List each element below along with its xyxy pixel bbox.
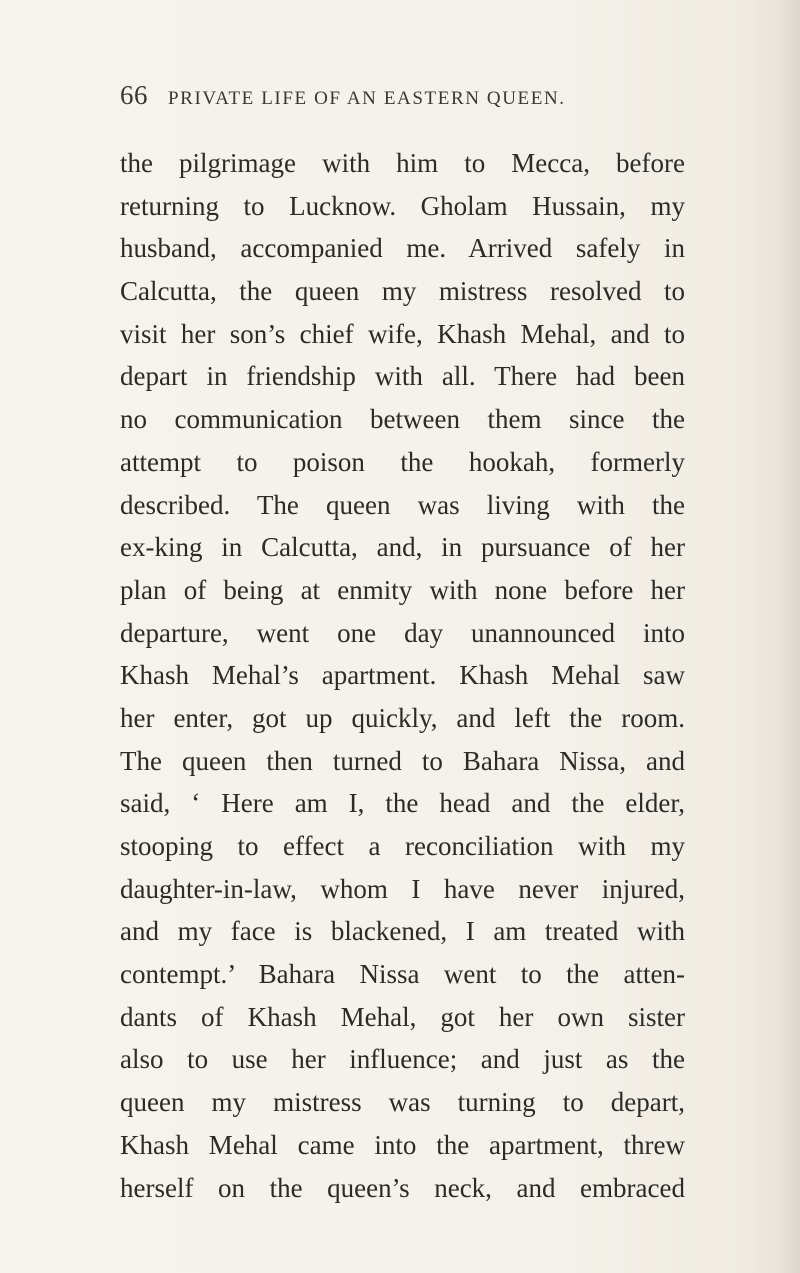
text-line: depart in friendship with all. There had been xyxy=(120,361,685,392)
text-line: contempt.’ Bahara Nissa went to the atten- xyxy=(120,959,685,990)
text-line: dants of Khash Mehal, got her own sister xyxy=(120,1001,685,1032)
text-line: herself on the queen’s neck, and embraced xyxy=(120,1172,685,1203)
header-title: PRIVATE LIFE OF AN EASTERN QUEEN. xyxy=(168,88,566,109)
text-line: described. The queen was living with the xyxy=(120,489,685,520)
text-line: the pilgrimage with him to Mecca, before xyxy=(120,148,685,178)
text-line: ex-king in Calcutta, and, in pursuance of her xyxy=(120,532,685,563)
text-line: Khash Mehal’s apartment. Khash Mehal saw xyxy=(120,660,685,691)
text-line: plan of being at enmity with none before her xyxy=(120,574,685,605)
text-line: daughter-in-law, whom I have never injured, xyxy=(120,873,685,904)
text-line: returning to Lucknow. Gholam Hussain, my xyxy=(120,190,685,221)
text-line: The queen then turned to Bahara Nissa, and xyxy=(120,745,685,776)
text-line: also to use her influence; and just as the xyxy=(120,1044,685,1075)
text-line: visit her son’s chief wife, Khash Mehal, and to xyxy=(120,318,685,349)
text-line: her enter, got up quickly, and left the room. xyxy=(120,702,685,733)
body-text xyxy=(120,142,685,1209)
text-line: attempt to poison the hookah, formerly xyxy=(120,446,685,477)
text-line: no communication between them since the xyxy=(120,404,685,435)
text-line: Khash Mehal came into the apartment, threw xyxy=(120,1129,685,1160)
text-line: departure, went one day unannounced into xyxy=(120,617,685,648)
text-line: husband, accompanied me. Arrived safely in xyxy=(120,233,685,264)
page-number: 66 xyxy=(120,80,148,110)
text-line: queen my mistress was turning to depart, xyxy=(120,1087,685,1118)
text-line: Calcutta, the queen my mistress resolved to xyxy=(120,276,685,307)
text-line: said, ‘ Here am I, the head and the elder, xyxy=(120,788,685,819)
text-line: stooping to effect a reconciliation with my xyxy=(120,831,685,861)
page-edge-shadow xyxy=(778,0,800,1273)
text-line: and my face is blackened, I am treated with xyxy=(120,916,685,947)
running-head xyxy=(120,80,680,120)
